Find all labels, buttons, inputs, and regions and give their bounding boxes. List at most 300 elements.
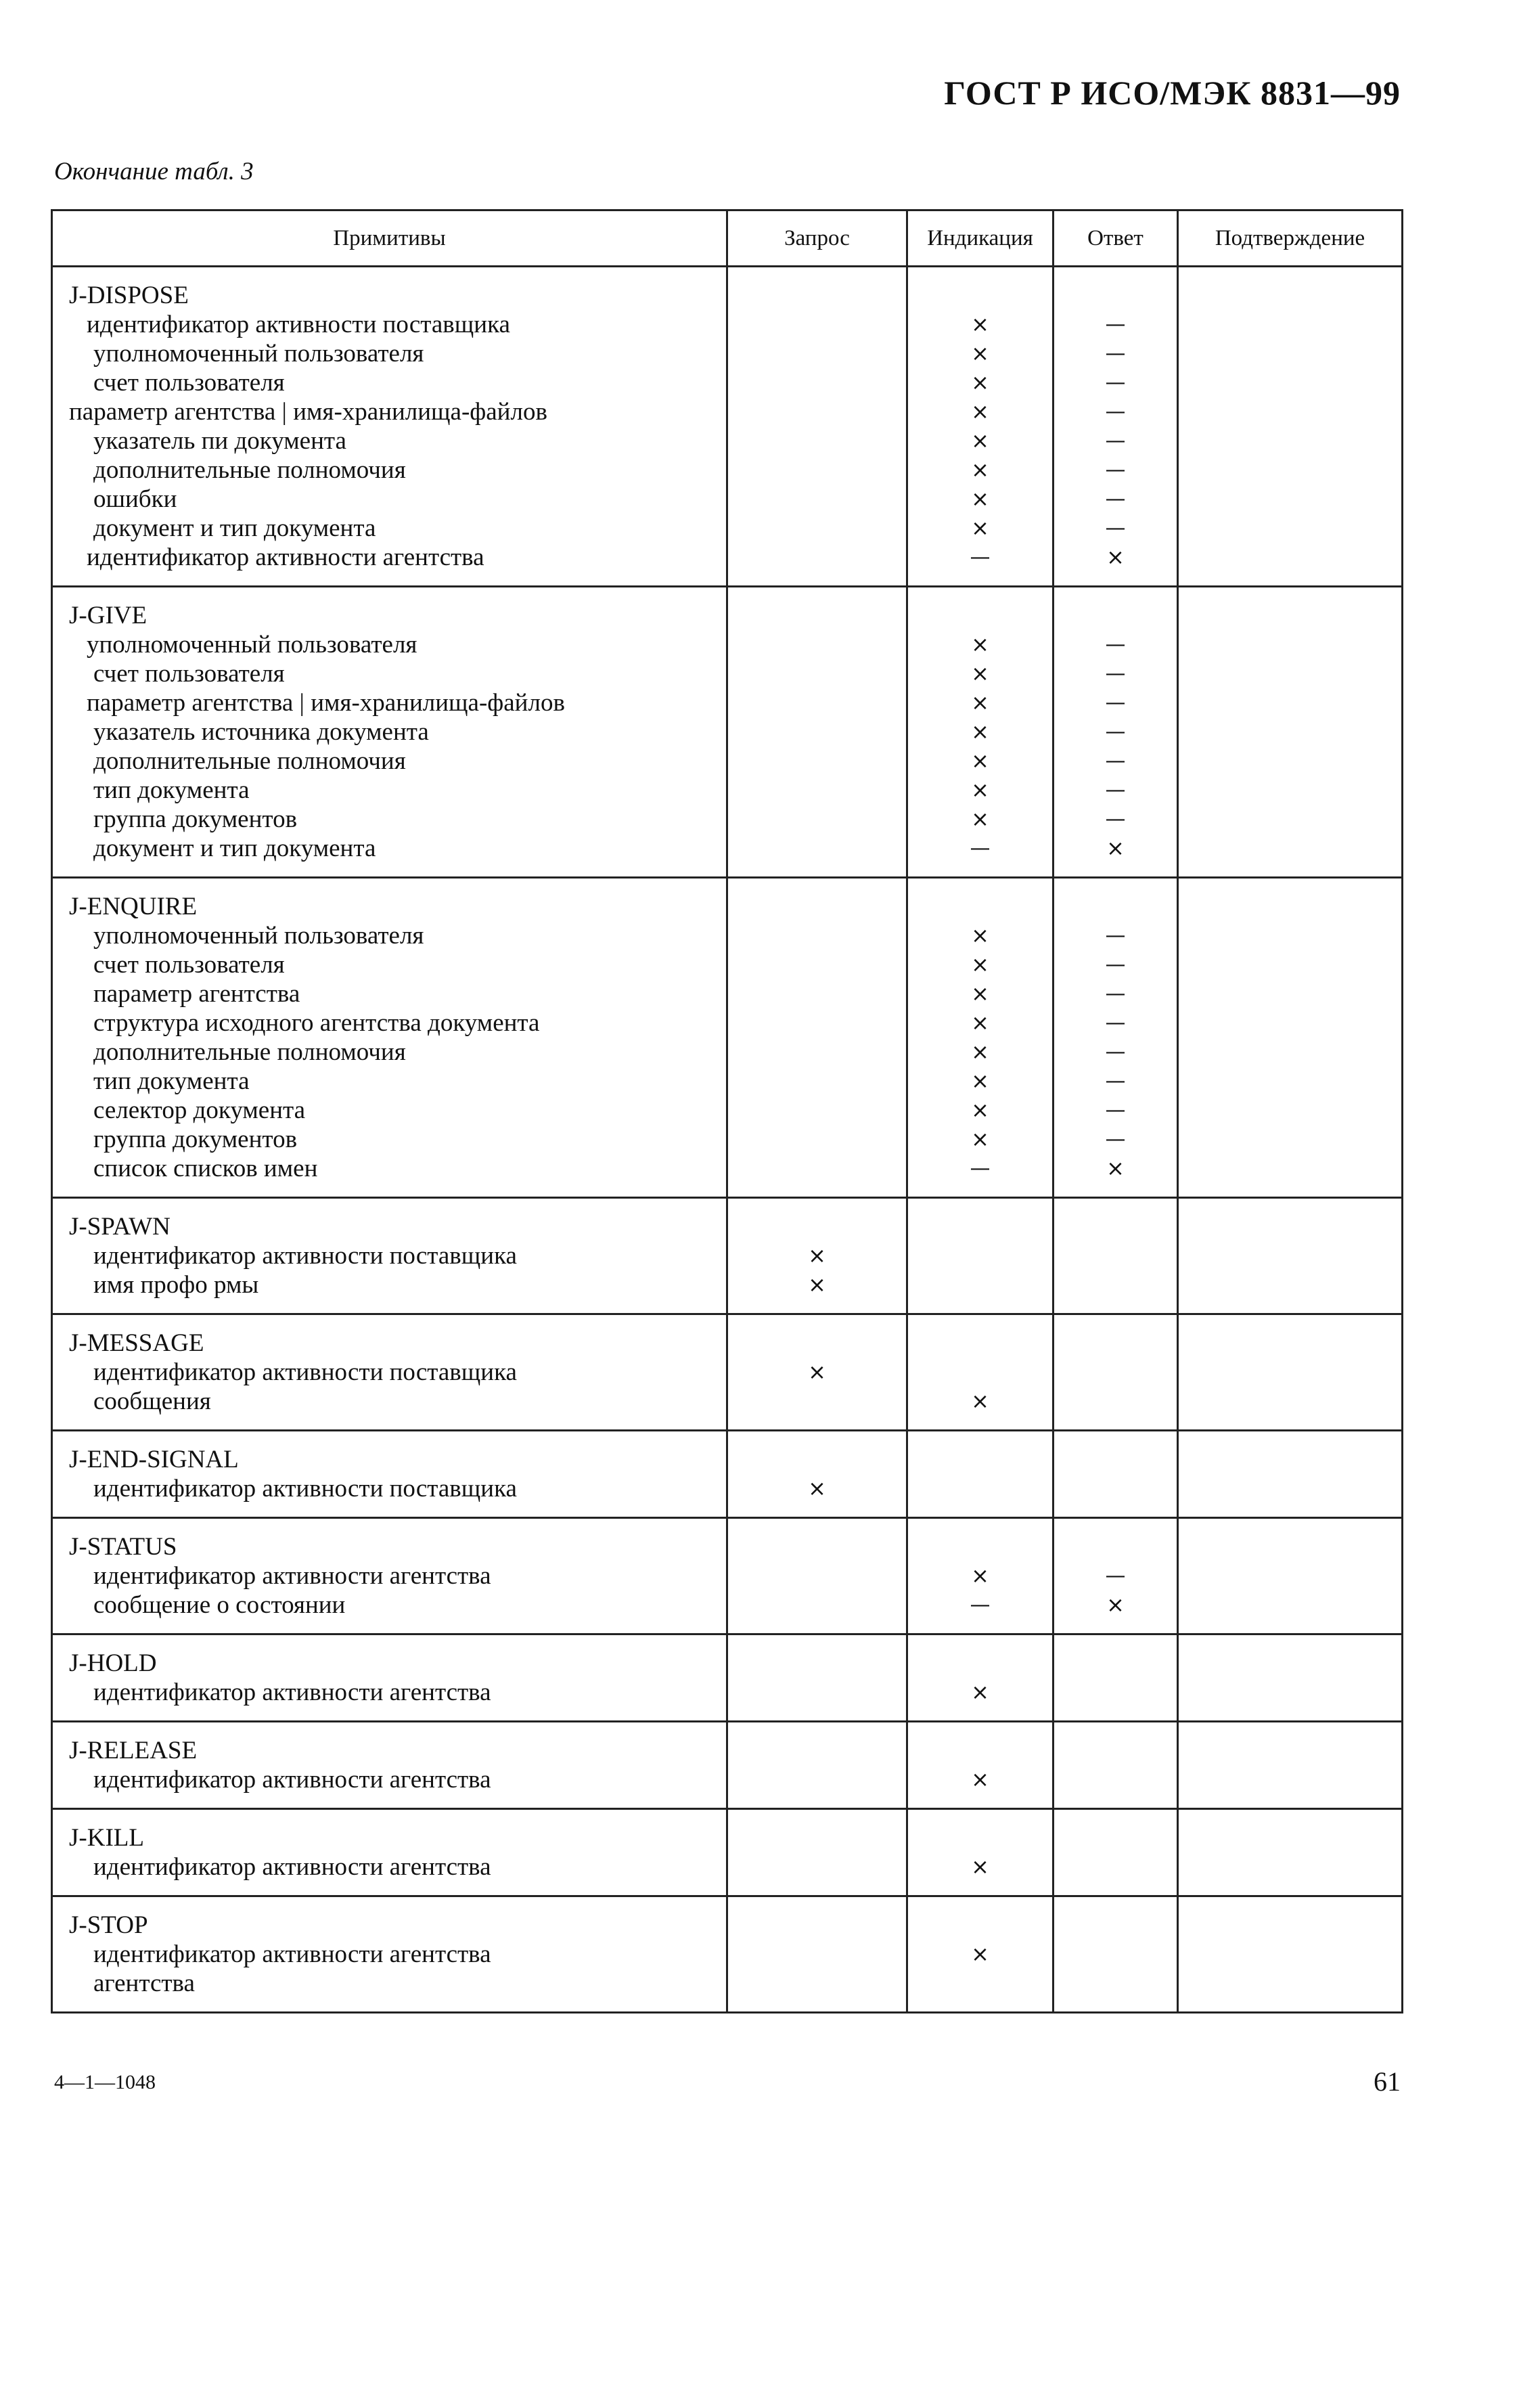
parameter-label: имя профо рмы — [93, 1271, 259, 1299]
mark-empty — [728, 688, 906, 717]
mark-empty — [1179, 834, 1401, 863]
parameter-label: структура исходного агентства документа — [93, 1009, 540, 1037]
spacer — [908, 1649, 1052, 1678]
mark-cross: × — [971, 952, 989, 977]
spacer — [1054, 1823, 1177, 1852]
mark-dash: — — [1105, 691, 1126, 715]
spacer — [728, 892, 906, 921]
confirmation-cell — [1178, 1634, 1403, 1722]
mark-dash: — — [1105, 1564, 1126, 1588]
primitive-name: J-DISPOSE — [69, 282, 189, 309]
parameter-label: группа документов — [93, 1126, 298, 1153]
primitive-cell — [52, 878, 727, 1198]
mark-dash: — — [970, 1593, 991, 1617]
table-group-row — [52, 587, 1403, 878]
spacer — [1054, 1736, 1177, 1765]
mark-empty — [1179, 1358, 1401, 1387]
request-cell — [727, 1896, 907, 2013]
mark-dash: — — [1105, 516, 1126, 540]
request-cell — [727, 587, 907, 878]
spacer — [908, 892, 1052, 921]
table-body — [52, 267, 1403, 2013]
mark-empty — [1054, 1270, 1177, 1299]
mark-empty — [728, 1038, 906, 1067]
mark-empty — [1054, 1241, 1177, 1270]
spacer — [908, 1823, 1052, 1852]
mark-dash: — — [1105, 1069, 1126, 1093]
response-cell — [1054, 1896, 1178, 2013]
column-header-request: Запрос — [727, 210, 907, 267]
spacer — [908, 1329, 1052, 1358]
mark-cross: × — [971, 1388, 989, 1414]
mark-cross: × — [971, 311, 989, 337]
mark-empty — [1054, 1852, 1177, 1882]
mark-empty — [1179, 514, 1401, 543]
mark-empty — [728, 1125, 906, 1154]
mark-empty — [1179, 368, 1401, 397]
mark-dash: — — [1105, 924, 1126, 948]
mark-cross: × — [971, 1766, 989, 1792]
spacer — [1054, 601, 1177, 630]
print-code: 4—1—1048 — [54, 2071, 156, 2093]
table-group-row — [52, 1518, 1403, 1634]
mark-empty — [1179, 1387, 1401, 1416]
mark-dash: — — [1105, 458, 1126, 482]
response-cell — [1054, 1314, 1178, 1431]
primitive-cell — [52, 1314, 727, 1431]
mark-empty — [728, 1387, 906, 1416]
mark-cross: × — [1106, 544, 1125, 570]
parameter-label: идентификатор активности поставщика — [93, 1242, 517, 1270]
spacer — [908, 1212, 1052, 1241]
mark-dash: — — [970, 546, 991, 569]
mark-empty — [728, 426, 906, 455]
spacer — [1054, 1445, 1177, 1474]
primitive-name: J-STOP — [69, 1911, 148, 1939]
mark-empty — [908, 1969, 1052, 1998]
indication-cell — [907, 587, 1054, 878]
parameter-label: идентификатор активности агентства — [93, 1766, 491, 1794]
parameter-label: дополнительные полномочия — [93, 456, 406, 484]
request-cell — [727, 1314, 907, 1431]
mark-dash: — — [1105, 633, 1126, 657]
mark-empty — [728, 717, 906, 747]
mark-empty — [728, 339, 906, 368]
mark-dash: — — [1105, 662, 1126, 686]
confirmation-cell — [1178, 1314, 1403, 1431]
spacer — [1054, 1329, 1177, 1358]
mark-empty — [728, 368, 906, 397]
column-header-confirmation: Подтверждение — [1178, 210, 1403, 267]
mark-empty — [728, 543, 906, 572]
spacer — [908, 1736, 1052, 1765]
primitive-cell — [52, 1431, 727, 1518]
mark-cross: × — [971, 661, 989, 686]
parameter-label: селектор документа — [93, 1096, 306, 1124]
mark-empty — [1179, 950, 1401, 979]
mark-empty — [728, 979, 906, 1008]
mark-empty — [728, 659, 906, 688]
mark-dash: — — [1105, 400, 1126, 424]
parameter-label: идентификатор активности поставщика — [93, 1358, 517, 1386]
column-header-primitives: Примитивы — [52, 210, 727, 267]
mark-dash: — — [1105, 429, 1126, 453]
parameter-label: идентификатор активности агентства — [93, 1562, 491, 1590]
primitive-cell — [52, 587, 727, 878]
request-cell — [727, 1431, 907, 1518]
mark-empty — [728, 1096, 906, 1125]
document-standard-id: ГОСТ Р ИСО/МЭК 8831—99 — [944, 74, 1401, 112]
mark-cross: × — [971, 370, 989, 395]
column-header-indication: Индикация — [907, 210, 1054, 267]
mark-cross: × — [971, 1854, 989, 1879]
mark-empty — [1179, 659, 1401, 688]
spacer — [1179, 1649, 1401, 1678]
mark-empty — [1179, 455, 1401, 485]
mark-cross: × — [971, 719, 989, 744]
mark-empty — [1179, 485, 1401, 514]
mark-cross: × — [971, 1010, 989, 1036]
mark-dash: — — [1105, 1098, 1126, 1122]
parameter-label: счет пользователя — [93, 951, 285, 979]
mark-cross: × — [971, 1097, 989, 1123]
primitives-table — [51, 209, 1403, 2013]
parameter-label: уполномоченный пользователя — [93, 340, 424, 368]
parameter-label: тип документа — [93, 776, 250, 804]
parameter-label: уполномоченный пользователя — [87, 631, 417, 659]
spacer — [1179, 1212, 1401, 1241]
spacer — [1179, 892, 1401, 921]
mark-empty — [1054, 1765, 1177, 1794]
mark-empty — [728, 1765, 906, 1794]
parameter-label: идентификатор активности агентства — [93, 1940, 491, 1968]
spacer — [728, 1532, 906, 1561]
spacer — [908, 601, 1052, 630]
mark-cross: × — [1106, 835, 1125, 861]
mark-empty — [728, 1678, 906, 1707]
mark-empty — [1179, 1038, 1401, 1067]
primitive-cell — [52, 1198, 727, 1314]
mark-dash: — — [1105, 749, 1126, 773]
mark-cross: × — [808, 1272, 826, 1297]
mark-empty — [728, 514, 906, 543]
request-cell — [727, 1809, 907, 1896]
spacer — [908, 281, 1052, 310]
mark-cross: × — [1106, 1155, 1125, 1181]
response-cell — [1054, 1198, 1178, 1314]
spacer — [728, 281, 906, 310]
mark-empty — [728, 747, 906, 776]
mark-cross: × — [971, 631, 989, 657]
spacer — [1054, 1911, 1177, 1940]
response-cell — [1054, 878, 1178, 1198]
mark-empty — [1179, 426, 1401, 455]
spacer — [728, 601, 906, 630]
parameter-label: счет пользователя — [93, 660, 285, 688]
mark-empty — [728, 1067, 906, 1096]
primitive-cell — [52, 1518, 727, 1634]
response-cell — [1054, 1809, 1178, 1896]
mark-cross: × — [808, 1243, 826, 1268]
table-group-row — [52, 267, 1403, 587]
response-cell — [1054, 1518, 1178, 1634]
primitive-name: J-END-SIGNAL — [69, 1446, 239, 1473]
mark-empty — [728, 1969, 906, 1998]
table-group-row — [52, 1722, 1403, 1809]
indication-cell — [907, 1634, 1054, 1722]
request-cell — [727, 1198, 907, 1314]
parameter-label: документ и тип документа — [93, 835, 376, 862]
mark-empty — [1179, 630, 1401, 659]
request-cell — [727, 267, 907, 587]
parameter-label: идентификатор активности поставщика — [87, 311, 510, 338]
mark-empty — [908, 1270, 1052, 1299]
parameter-label: параметр агентства | имя-хранилища-файлов — [69, 398, 547, 426]
mark-cross: × — [971, 1563, 989, 1588]
mark-empty — [1179, 688, 1401, 717]
spacer — [1179, 1911, 1401, 1940]
spacer — [908, 1911, 1052, 1940]
parameter-label: сообщения — [93, 1387, 211, 1415]
mark-empty — [728, 834, 906, 863]
parameter-label: уполномоченный пользователя — [93, 922, 424, 950]
response-cell — [1054, 587, 1178, 878]
parameter-label: параметр агентства — [93, 980, 300, 1008]
mark-empty — [1179, 543, 1401, 572]
mark-cross: × — [971, 922, 989, 948]
parameter-label: список списков имен — [93, 1155, 318, 1182]
confirmation-cell — [1178, 1431, 1403, 1518]
parameter-label: указатель источника документа — [93, 718, 429, 746]
mark-empty — [1179, 1561, 1401, 1590]
mark-empty — [728, 1008, 906, 1038]
primitive-name: J-RELEASE — [69, 1737, 198, 1764]
spacer — [1054, 281, 1177, 310]
mark-empty — [728, 455, 906, 485]
primitive-name: J-KILL — [69, 1824, 144, 1852]
indication-cell — [907, 1431, 1054, 1518]
mark-empty — [728, 630, 906, 659]
mark-empty — [1179, 310, 1401, 339]
parameter-label: идентификатор активности поставщика — [93, 1475, 517, 1503]
parameter-label: параметр агентства | имя-хранилища-файлов — [87, 689, 565, 717]
indication-cell — [907, 1722, 1054, 1809]
primitive-cell — [52, 267, 727, 587]
confirmation-cell — [1178, 878, 1403, 1198]
mark-dash: — — [970, 1157, 991, 1180]
spacer — [908, 1445, 1052, 1474]
mark-empty — [1179, 1969, 1401, 1998]
request-cell — [727, 878, 907, 1198]
mark-empty — [1179, 1852, 1401, 1882]
mark-empty — [728, 1561, 906, 1590]
parameter-label: агентства — [93, 1970, 195, 1997]
mark-empty — [1179, 1590, 1401, 1620]
mark-cross: × — [971, 690, 989, 715]
mark-dash: — — [1105, 778, 1126, 802]
response-cell — [1054, 1431, 1178, 1518]
spacer — [728, 1823, 906, 1852]
mark-empty — [1054, 1969, 1177, 1998]
mark-empty — [1054, 1940, 1177, 1969]
parameter-label: документ и тип документа — [93, 514, 376, 542]
parameter-label: тип документа — [93, 1067, 250, 1095]
mark-cross: × — [808, 1475, 826, 1501]
mark-empty — [1179, 397, 1401, 426]
mark-empty — [728, 310, 906, 339]
table-group-row — [52, 1198, 1403, 1314]
spacer — [728, 1736, 906, 1765]
mark-cross: × — [971, 748, 989, 774]
spacer — [728, 1911, 906, 1940]
mark-empty — [1179, 1940, 1401, 1969]
parameter-label: сообщение о состоянии — [93, 1591, 346, 1619]
parameter-label: счет пользователя — [93, 369, 285, 397]
primitive-name: J-GIVE — [69, 602, 148, 629]
mark-cross: × — [971, 777, 989, 803]
indication-cell — [907, 878, 1054, 1198]
mark-cross: × — [971, 1126, 989, 1152]
spacer — [728, 1445, 906, 1474]
mark-empty — [1179, 747, 1401, 776]
parameter-label: дополнительные полномочия — [93, 747, 406, 775]
table-group-row — [52, 878, 1403, 1198]
mark-empty — [1054, 1474, 1177, 1503]
mark-empty — [728, 950, 906, 979]
indication-cell — [907, 1518, 1054, 1634]
mark-empty — [1179, 1154, 1401, 1183]
mark-cross: × — [971, 1068, 989, 1094]
mark-dash: — — [1105, 1128, 1126, 1151]
spacer — [1179, 1823, 1401, 1852]
primitive-name: J-SPAWN — [69, 1213, 171, 1241]
spacer — [1054, 1532, 1177, 1561]
indication-cell — [907, 1198, 1054, 1314]
mark-cross: × — [971, 1941, 989, 1967]
mark-empty — [1179, 1067, 1401, 1096]
spacer — [1179, 1445, 1401, 1474]
mark-empty — [908, 1358, 1052, 1387]
table-group-row — [52, 1896, 1403, 2013]
mark-empty — [908, 1241, 1052, 1270]
request-cell — [727, 1722, 907, 1809]
primitive-name: J-HOLD — [69, 1649, 157, 1677]
mark-empty — [1179, 1008, 1401, 1038]
mark-cross: × — [971, 806, 989, 832]
mark-empty — [1179, 979, 1401, 1008]
spacer — [1054, 1649, 1177, 1678]
mark-dash: — — [1105, 313, 1126, 336]
parameter-label: указатель пи документа — [93, 427, 346, 455]
mark-empty — [728, 805, 906, 834]
mark-cross: × — [971, 486, 989, 512]
mark-cross: × — [971, 399, 989, 424]
mark-dash: — — [1105, 982, 1126, 1006]
confirmation-cell — [1178, 1809, 1403, 1896]
indication-cell — [907, 1314, 1054, 1431]
mark-empty — [728, 1154, 906, 1183]
mark-dash: — — [1105, 371, 1126, 395]
response-cell — [1054, 267, 1178, 587]
mark-cross: × — [971, 981, 989, 1006]
spacer — [1054, 1212, 1177, 1241]
mark-cross: × — [1106, 1592, 1125, 1618]
mark-cross: × — [971, 340, 989, 366]
spacer — [728, 1649, 906, 1678]
mark-empty — [1054, 1358, 1177, 1387]
confirmation-cell — [1178, 1896, 1403, 2013]
mark-dash: — — [1105, 342, 1126, 365]
parameter-label: ошибки — [93, 485, 177, 513]
primitive-name: J-MESSAGE — [69, 1329, 204, 1357]
mark-empty — [1179, 805, 1401, 834]
mark-empty — [1179, 1270, 1401, 1299]
spacer — [1179, 281, 1401, 310]
mark-empty — [1179, 1096, 1401, 1125]
response-cell — [1054, 1722, 1178, 1809]
mark-empty — [728, 485, 906, 514]
parameter-label: дополнительные полномочия — [93, 1038, 406, 1066]
mark-empty — [1054, 1678, 1177, 1707]
primitive-cell — [52, 1722, 727, 1809]
indication-cell — [907, 1809, 1054, 1896]
request-cell — [727, 1518, 907, 1634]
mark-dash: — — [1105, 720, 1126, 744]
mark-empty — [1179, 1678, 1401, 1707]
parameter-label: идентификатор активности агентства — [93, 1853, 491, 1881]
table-caption: Окончание табл. 3 — [54, 158, 254, 185]
mark-empty — [728, 776, 906, 805]
indication-cell — [907, 1896, 1054, 2013]
mark-cross: × — [971, 428, 989, 453]
spacer — [728, 1212, 906, 1241]
mark-empty — [1179, 1474, 1401, 1503]
primitive-name: J-STATUS — [69, 1533, 177, 1561]
table-header-row — [52, 210, 1403, 267]
mark-empty — [1179, 339, 1401, 368]
mark-empty — [1179, 921, 1401, 950]
mark-cross: × — [971, 1679, 989, 1705]
primitive-name: J-ENQUIRE — [69, 893, 198, 920]
mark-empty — [1179, 717, 1401, 747]
confirmation-cell — [1178, 1722, 1403, 1809]
mark-empty — [908, 1474, 1052, 1503]
page-number: 61 — [1374, 2066, 1401, 2097]
mark-empty — [1179, 1241, 1401, 1270]
response-cell — [1054, 1634, 1178, 1722]
table-group-row — [52, 1809, 1403, 1896]
confirmation-cell — [1178, 587, 1403, 878]
primitive-cell — [52, 1896, 727, 2013]
mark-empty — [1179, 1765, 1401, 1794]
parameter-label: идентификатор активности агентства — [87, 543, 484, 571]
mark-empty — [1179, 1125, 1401, 1154]
mark-dash: — — [1105, 487, 1126, 511]
mark-cross: × — [971, 457, 989, 483]
mark-cross: × — [971, 515, 989, 541]
parameter-label: идентификатор активности агентства — [93, 1678, 491, 1706]
indication-cell — [907, 267, 1054, 587]
spacer — [908, 1532, 1052, 1561]
mark-dash: — — [1105, 953, 1126, 977]
column-header-response: Ответ — [1054, 210, 1178, 267]
table-group-row — [52, 1634, 1403, 1722]
mark-empty — [728, 1852, 906, 1882]
confirmation-cell — [1178, 1518, 1403, 1634]
mark-cross: × — [808, 1359, 826, 1385]
primitive-cell — [52, 1634, 727, 1722]
request-cell — [727, 1634, 907, 1722]
